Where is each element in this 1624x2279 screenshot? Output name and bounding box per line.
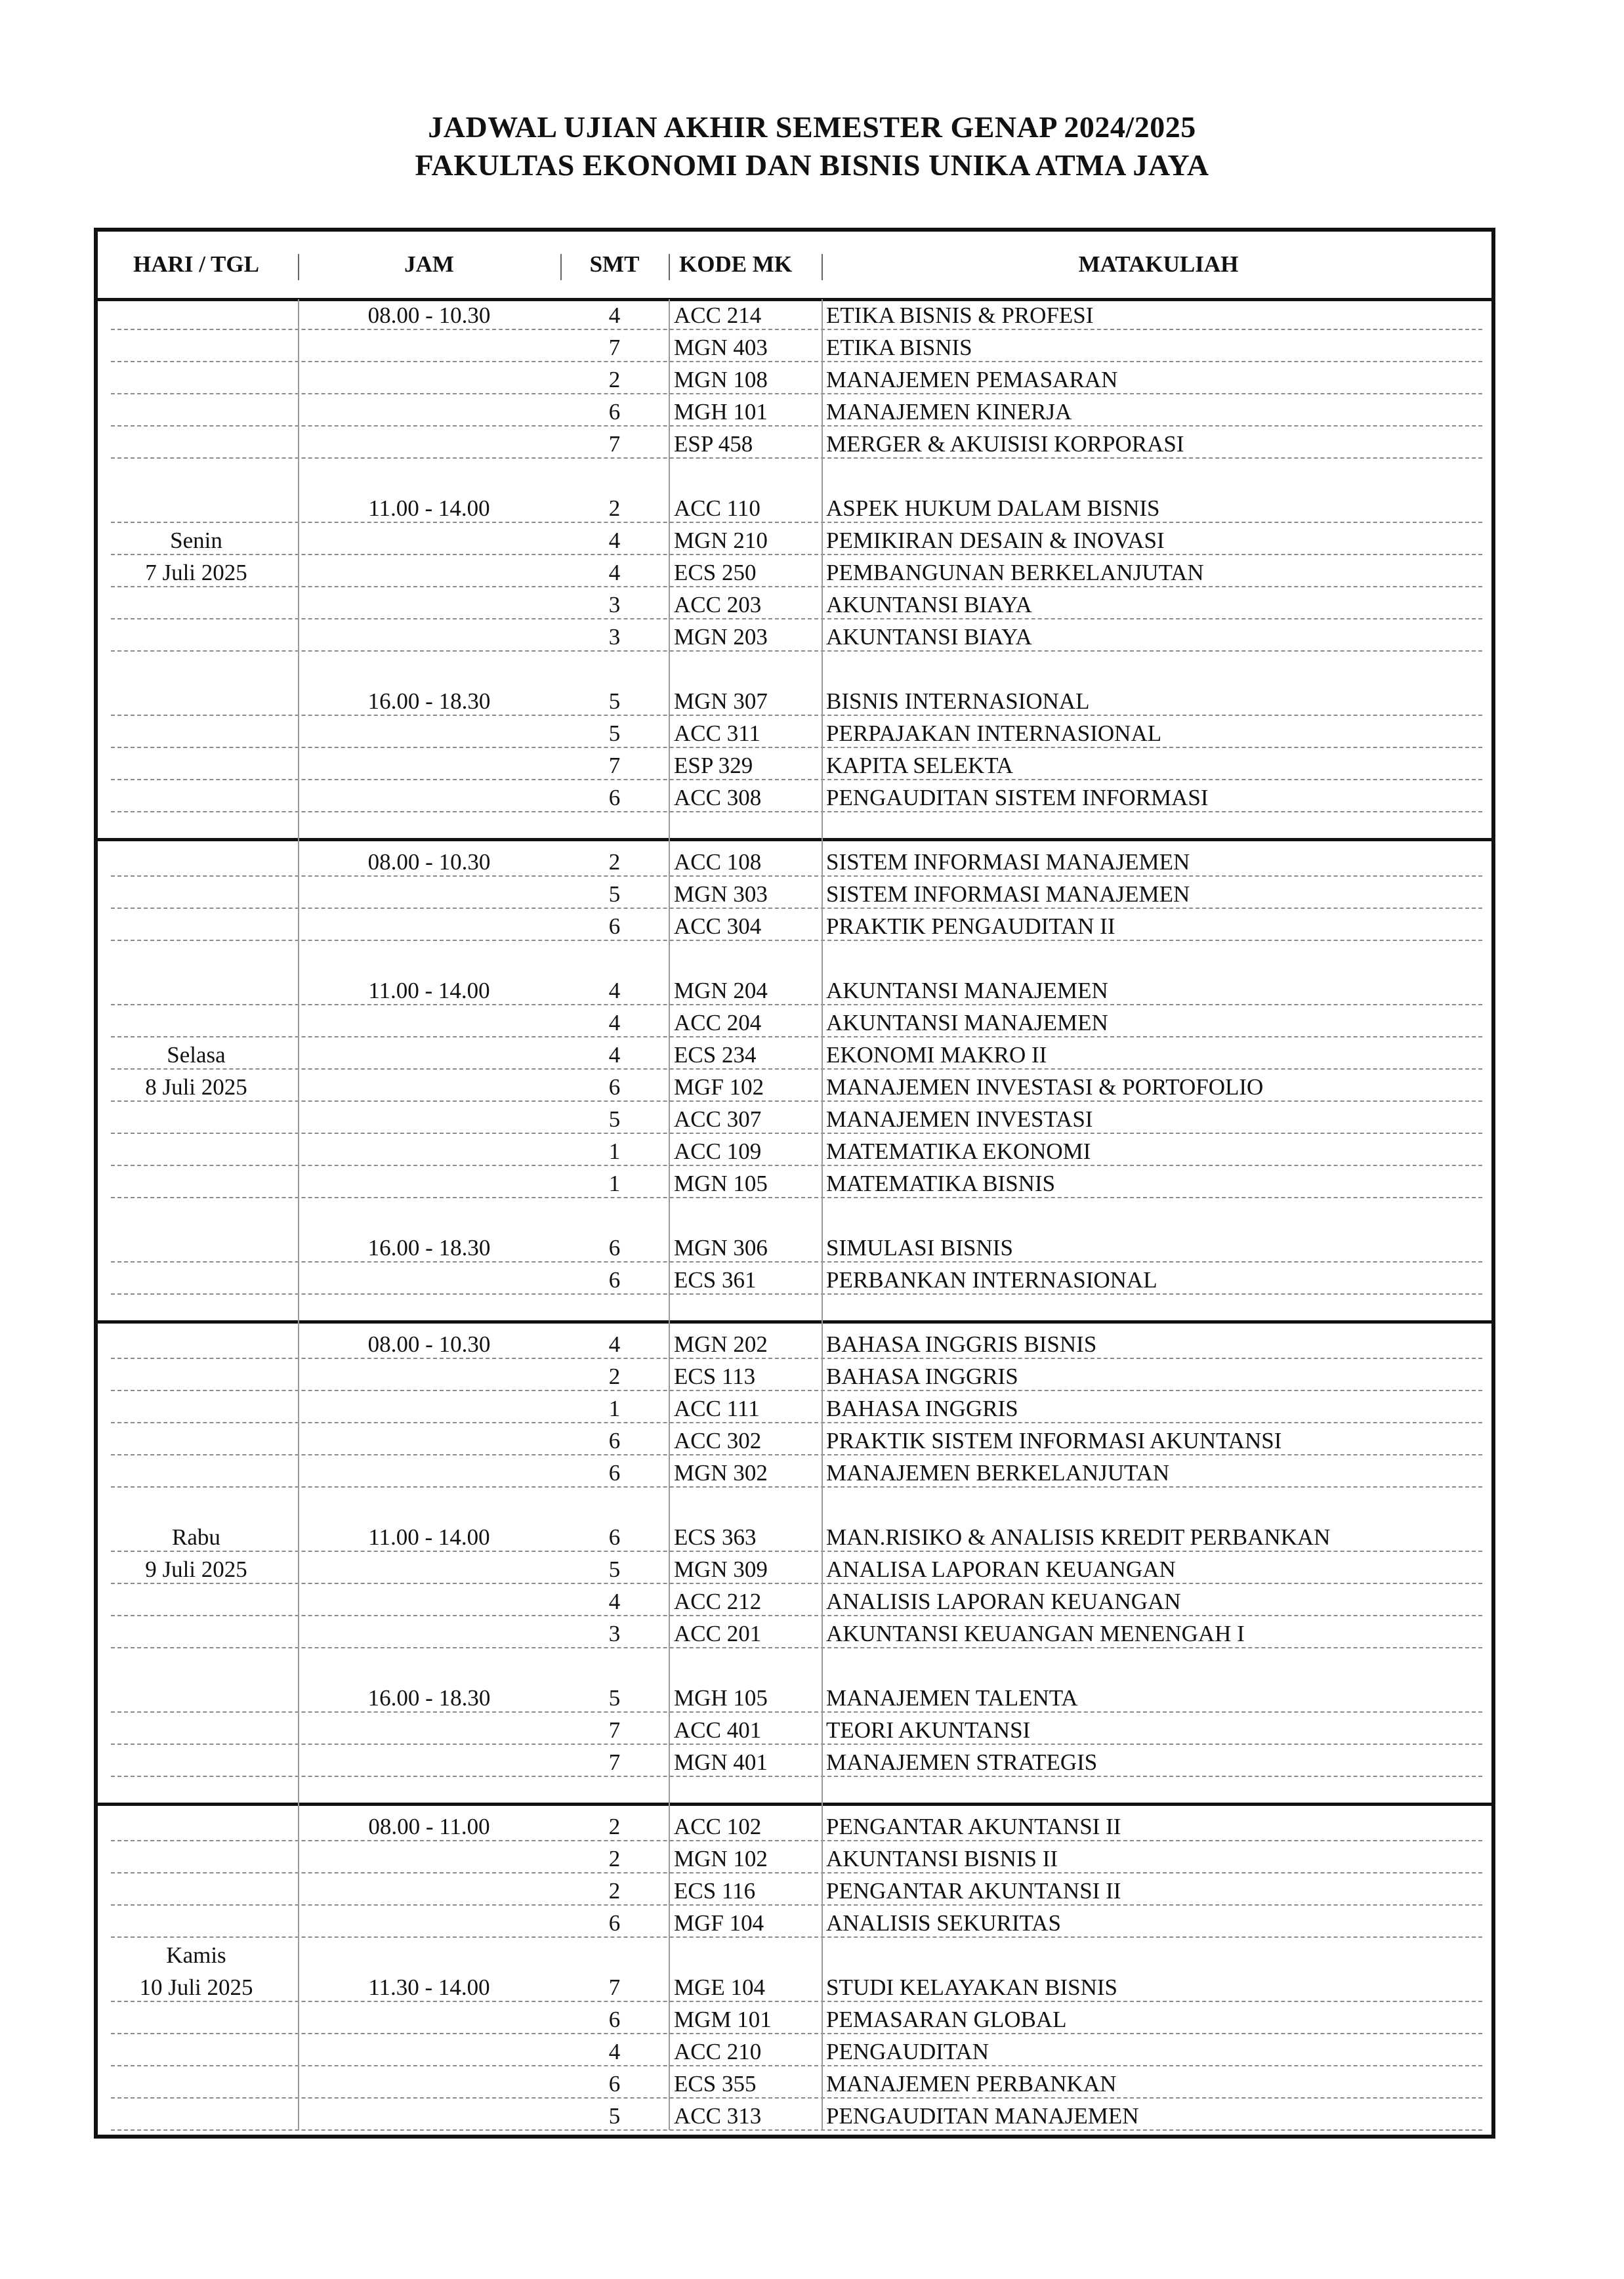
cell-matakuliah: PRAKTIK PENGAUDITAN II xyxy=(826,913,1115,939)
row-divider xyxy=(111,811,1482,812)
cell-kode-mk: MGN 105 xyxy=(674,1171,768,1196)
row-divider xyxy=(111,1551,1482,1552)
row-divider xyxy=(111,2001,1482,2002)
row-divider xyxy=(111,2097,1482,2099)
cell-kode-mk: ECS 250 xyxy=(674,560,757,585)
cell-matakuliah: PEMBANGUNAN BERKELANJUTAN xyxy=(826,560,1204,585)
cell-smt: 6 xyxy=(608,2007,621,2032)
row-divider xyxy=(111,1100,1482,1102)
cell-matakuliah: KAPITA SELEKTA xyxy=(826,753,1014,778)
cell-matakuliah: MATEMATIKA BISNIS xyxy=(826,1171,1056,1196)
cell-kode-mk: ECS 355 xyxy=(674,2071,757,2097)
cell-kode-mk: ACC 201 xyxy=(674,1621,762,1646)
cell-kode-mk: ECS 234 xyxy=(674,1042,757,1068)
row-divider xyxy=(111,1068,1482,1070)
cell-matakuliah: ASPEK HUKUM DALAM BISNIS xyxy=(826,495,1160,521)
cell-smt: 3 xyxy=(608,624,621,650)
cell-smt: 7 xyxy=(608,1749,621,1775)
cell-kode-mk: MGN 303 xyxy=(674,881,768,907)
cell-smt: 7 xyxy=(608,431,621,457)
row-divider xyxy=(111,715,1482,716)
cell-smt: 1 xyxy=(608,1171,621,1196)
cell-jam: 11.00 - 14.00 xyxy=(368,1524,490,1550)
cell-kode-mk: ACC 311 xyxy=(674,721,760,746)
row-divider xyxy=(111,1197,1482,1198)
cell-matakuliah: PENGANTAR AKUNTANSI II xyxy=(826,1814,1121,1839)
document-title xyxy=(0,108,1624,184)
cell-hari: Senin xyxy=(170,528,222,553)
cell-smt: 7 xyxy=(608,753,621,778)
row-divider xyxy=(111,650,1482,652)
header-jam: JAM xyxy=(404,251,454,277)
row-divider xyxy=(111,586,1482,587)
cell-kode-mk: ACC 210 xyxy=(674,2039,762,2064)
row-divider xyxy=(111,1454,1482,1455)
row-divider xyxy=(111,618,1482,619)
cell-tanggal: 7 Juli 2025 xyxy=(145,560,247,585)
cell-smt: 4 xyxy=(608,978,621,1003)
cell-smt: 6 xyxy=(608,913,621,939)
cell-smt: 2 xyxy=(608,495,621,521)
cell-jam: 11.00 - 14.00 xyxy=(368,978,490,1003)
cell-kode-mk: ACC 110 xyxy=(674,495,760,521)
cell-kode-mk: MGN 302 xyxy=(674,1460,768,1486)
cell-kode-mk: ACC 308 xyxy=(674,785,762,810)
cell-matakuliah: ANALISA LAPORAN KEUANGAN xyxy=(826,1557,1176,1582)
cell-smt: 4 xyxy=(608,1010,621,1035)
cell-matakuliah: SISTEM INFORMASI MANAJEMEN xyxy=(826,849,1190,875)
cell-matakuliah: PENGAUDITAN MANAJEMEN xyxy=(826,2103,1139,2129)
cell-smt: 6 xyxy=(608,399,621,425)
row-divider xyxy=(111,1615,1482,1616)
row-divider xyxy=(111,1711,1482,1713)
cell-kode-mk: MGN 202 xyxy=(674,1331,768,1357)
row-divider xyxy=(111,875,1482,877)
cell-smt: 2 xyxy=(608,1814,621,1839)
cell-matakuliah: MANAJEMEN TALENTA xyxy=(826,1685,1078,1711)
row-divider xyxy=(111,1358,1482,1359)
cell-tanggal: 10 Juli 2025 xyxy=(139,1975,253,2000)
row-divider xyxy=(111,1583,1482,1584)
cell-matakuliah: AKUNTANSI BIAYA xyxy=(826,624,1032,650)
row-divider xyxy=(111,1004,1482,1005)
cell-smt: 1 xyxy=(608,1396,621,1421)
cell-kode-mk: ECS 113 xyxy=(674,1364,756,1389)
cell-matakuliah: AKUNTANSI KEUANGAN MENENGAH I xyxy=(826,1621,1245,1646)
cell-kode-mk: ACC 204 xyxy=(674,1010,762,1035)
cell-smt: 5 xyxy=(608,688,621,714)
cell-tanggal: 8 Juli 2025 xyxy=(145,1074,247,1100)
cell-smt: 6 xyxy=(608,1428,621,1453)
cell-smt: 4 xyxy=(608,1331,621,1357)
cell-smt: 5 xyxy=(608,721,621,746)
row-divider xyxy=(111,1872,1482,1873)
row-divider xyxy=(111,1422,1482,1423)
header-kode-mk: KODE MK xyxy=(679,251,793,277)
cell-matakuliah: STUDI KELAYAKAN BISNIS xyxy=(826,1975,1118,2000)
cell-kode-mk: MGN 403 xyxy=(674,335,768,360)
cell-matakuliah: SIMULASI BISNIS xyxy=(826,1235,1013,1261)
row-divider xyxy=(111,1647,1482,1648)
row-divider xyxy=(111,1486,1482,1488)
row-divider xyxy=(111,554,1482,555)
column-divider xyxy=(822,299,823,2130)
cell-kode-mk: ACC 203 xyxy=(674,592,762,617)
cell-smt: 6 xyxy=(608,1267,621,1293)
cell-hari: Rabu xyxy=(172,1524,220,1550)
cell-matakuliah: MANAJEMEN PEMASARAN xyxy=(826,367,1118,392)
cell-smt: 7 xyxy=(608,335,621,360)
row-divider xyxy=(111,747,1482,748)
cell-hari: Selasa xyxy=(167,1042,226,1068)
row-divider xyxy=(111,1165,1482,1166)
row-divider xyxy=(111,425,1482,427)
cell-tanggal: 9 Juli 2025 xyxy=(145,1557,247,1582)
row-divider xyxy=(111,393,1482,394)
cell-matakuliah: PENGAUDITAN xyxy=(826,2039,989,2064)
cell-kode-mk: MGE 104 xyxy=(674,1975,766,2000)
cell-kode-mk: ACC 109 xyxy=(674,1139,762,1164)
header-hari-tgl: HARI / TGL xyxy=(133,251,259,277)
cell-smt: 6 xyxy=(608,785,621,810)
header-smt: SMT xyxy=(589,251,640,277)
cell-smt: 4 xyxy=(608,1042,621,1068)
cell-matakuliah: MERGER & AKUISISI KORPORASI xyxy=(826,431,1184,457)
cell-matakuliah: TEORI AKUNTANSI xyxy=(826,1717,1031,1743)
row-divider xyxy=(111,908,1482,909)
cell-kode-mk: MGN 401 xyxy=(674,1749,768,1775)
cell-smt: 6 xyxy=(608,1460,621,1486)
cell-kode-mk: ACC 307 xyxy=(674,1106,762,1132)
cell-kode-mk: MGN 108 xyxy=(674,367,768,392)
cell-kode-mk: ECS 361 xyxy=(674,1267,757,1293)
cell-smt: 2 xyxy=(608,1878,621,1904)
row-divider xyxy=(111,457,1482,459)
cell-smt: 2 xyxy=(608,1364,621,1389)
cell-smt: 4 xyxy=(608,303,621,328)
cell-smt: 1 xyxy=(608,1139,621,1164)
cell-smt: 6 xyxy=(608,1235,621,1261)
cell-smt: 5 xyxy=(608,1557,621,1582)
header-matakuliah: MATAKULIAH xyxy=(1078,251,1239,277)
cell-smt: 3 xyxy=(608,1621,621,1646)
row-divider xyxy=(111,1744,1482,1745)
cell-matakuliah: PRAKTIK SISTEM INFORMASI AKUNTANSI xyxy=(826,1428,1282,1453)
row-divider xyxy=(111,522,1482,523)
row-divider xyxy=(111,1036,1482,1037)
cell-smt: 2 xyxy=(608,1846,621,1871)
cell-smt: 6 xyxy=(608,1910,621,1936)
cell-matakuliah: MANAJEMEN PERBANKAN xyxy=(826,2071,1117,2097)
row-divider xyxy=(111,2065,1482,2066)
table-header xyxy=(98,232,1491,301)
cell-matakuliah: PERBANKAN INTERNASIONAL xyxy=(826,1267,1157,1293)
cell-kode-mk: MGN 102 xyxy=(674,1846,768,1871)
cell-smt: 5 xyxy=(608,1685,621,1711)
cell-matakuliah: MANAJEMEN INVESTASI & PORTOFOLIO xyxy=(826,1074,1264,1100)
cell-matakuliah: MANAJEMEN STRATEGIS xyxy=(826,1749,1098,1775)
cell-kode-mk: MGN 309 xyxy=(674,1557,768,1582)
cell-kode-mk: ACC 111 xyxy=(674,1396,760,1421)
row-divider xyxy=(111,1390,1482,1391)
cell-matakuliah: PENGAUDITAN SISTEM INFORMASI xyxy=(826,785,1209,810)
cell-jam: 16.00 - 18.30 xyxy=(367,1235,491,1261)
cell-kode-mk: ECS 363 xyxy=(674,1524,757,1550)
cell-matakuliah: PEMASARAN GLOBAL xyxy=(826,2007,1067,2032)
row-divider xyxy=(111,1776,1482,1777)
cell-kode-mk: ACC 401 xyxy=(674,1717,762,1743)
cell-matakuliah: SISTEM INFORMASI MANAJEMEN xyxy=(826,881,1190,907)
cell-kode-mk: ACC 102 xyxy=(674,1814,762,1839)
column-divider xyxy=(298,299,299,2130)
cell-matakuliah: MANAJEMEN BERKELANJUTAN xyxy=(826,1460,1170,1486)
cell-kode-mk: ACC 212 xyxy=(674,1589,762,1614)
row-divider xyxy=(111,779,1482,780)
cell-smt: 4 xyxy=(608,2039,621,2064)
cell-kode-mk: ESP 329 xyxy=(674,753,753,778)
cell-matakuliah: AKUNTANSI BIAYA xyxy=(826,592,1032,617)
cell-kode-mk: MGN 203 xyxy=(674,624,768,650)
cell-smt: 5 xyxy=(608,1106,621,1132)
cell-kode-mk: ACC 304 xyxy=(674,913,762,939)
cell-matakuliah: BAHASA INGGRIS xyxy=(826,1396,1018,1421)
cell-hari: Kamis xyxy=(166,1942,226,1968)
cell-smt: 4 xyxy=(608,560,621,585)
cell-jam: 16.00 - 18.30 xyxy=(367,1685,491,1711)
cell-kode-mk: ESP 458 xyxy=(674,431,753,457)
cell-matakuliah: PERPAJAKAN INTERNASIONAL xyxy=(826,721,1162,746)
cell-kode-mk: ECS 116 xyxy=(674,1878,756,1904)
cell-matakuliah: BAHASA INGGRIS xyxy=(826,1364,1018,1389)
row-divider xyxy=(111,1904,1482,1906)
cell-smt: 6 xyxy=(608,2071,621,2097)
cell-smt: 3 xyxy=(608,592,621,617)
cell-kode-mk: MGM 101 xyxy=(674,2007,772,2032)
cell-matakuliah: ANALISIS SEKURITAS xyxy=(826,1910,1061,1936)
cell-kode-mk: MGN 306 xyxy=(674,1235,768,1261)
cell-kode-mk: MGN 204 xyxy=(674,978,768,1003)
cell-kode-mk: ACC 302 xyxy=(674,1428,762,1453)
cell-matakuliah: ETIKA BISNIS xyxy=(826,335,972,360)
cell-matakuliah: MANAJEMEN INVESTASI xyxy=(826,1106,1093,1132)
cell-kode-mk: MGN 210 xyxy=(674,528,768,553)
cell-smt: 2 xyxy=(608,849,621,875)
cell-kode-mk: MGF 104 xyxy=(674,1910,764,1936)
cell-matakuliah: AKUNTANSI MANAJEMEN xyxy=(826,978,1108,1003)
cell-matakuliah: BISNIS INTERNASIONAL xyxy=(826,688,1090,714)
cell-matakuliah: AKUNTANSI MANAJEMEN xyxy=(826,1010,1108,1035)
cell-smt: 6 xyxy=(608,1074,621,1100)
cell-kode-mk: MGH 101 xyxy=(674,399,768,425)
title-line-2: FAKULTAS EKONOMI DAN BISNIS UNIKA ATMA JAYA xyxy=(415,148,1209,182)
cell-kode-mk: MGN 307 xyxy=(674,688,768,714)
cell-matakuliah: ETIKA BISNIS & PROFESI xyxy=(826,303,1094,328)
column-divider xyxy=(669,299,670,2130)
cell-kode-mk: MGH 105 xyxy=(674,1685,768,1711)
row-divider xyxy=(111,1133,1482,1134)
cell-smt: 4 xyxy=(608,1589,621,1614)
row-divider xyxy=(111,1936,1482,1938)
cell-matakuliah: EKONOMI MAKRO II xyxy=(826,1042,1047,1068)
row-divider xyxy=(111,940,1482,941)
cell-matakuliah: AKUNTANSI BISNIS II xyxy=(826,1846,1058,1871)
cell-jam: 11.00 - 14.00 xyxy=(368,495,490,521)
title-line-1: JADWAL UJIAN AKHIR SEMESTER GENAP 2024/2025 xyxy=(428,110,1196,144)
cell-smt: 7 xyxy=(608,1975,621,2000)
exam-schedule-table xyxy=(94,228,1495,2139)
cell-matakuliah: BAHASA INGGRIS BISNIS xyxy=(826,1331,1097,1357)
cell-smt: 6 xyxy=(608,1524,621,1550)
cell-matakuliah: MAN.RISIKO & ANALISIS KREDIT PERBANKAN xyxy=(826,1524,1331,1550)
row-divider xyxy=(111,361,1482,362)
cell-kode-mk: ACC 108 xyxy=(674,849,762,875)
row-divider xyxy=(111,1293,1482,1295)
row-divider xyxy=(111,1840,1482,1841)
row-divider xyxy=(111,2129,1482,2131)
cell-matakuliah: MANAJEMEN KINERJA xyxy=(826,399,1072,425)
header-divider xyxy=(669,254,670,280)
row-divider xyxy=(111,2033,1482,2034)
cell-jam: 11.30 - 14.00 xyxy=(368,1975,490,2000)
cell-kode-mk: MGF 102 xyxy=(674,1074,764,1100)
cell-jam: 16.00 - 18.30 xyxy=(367,688,491,714)
row-divider xyxy=(111,1261,1482,1263)
cell-smt: 5 xyxy=(608,2103,621,2129)
cell-smt: 2 xyxy=(608,367,621,392)
cell-smt: 5 xyxy=(608,881,621,907)
cell-jam: 08.00 - 10.30 xyxy=(367,849,491,875)
cell-matakuliah: MATEMATIKA EKONOMI xyxy=(826,1139,1091,1164)
cell-jam: 08.00 - 11.00 xyxy=(368,1814,490,1839)
cell-matakuliah: PEMIKIRAN DESAIN & INOVASI xyxy=(826,528,1165,553)
cell-kode-mk: ACC 313 xyxy=(674,2103,762,2129)
cell-matakuliah: PENGANTAR AKUNTANSI II xyxy=(826,1878,1121,1904)
cell-matakuliah: ANALISIS LAPORAN KEUANGAN xyxy=(826,1589,1181,1614)
cell-jam: 08.00 - 10.30 xyxy=(367,303,491,328)
cell-jam: 08.00 - 10.30 xyxy=(367,1331,491,1357)
cell-kode-mk: ACC 214 xyxy=(674,303,762,328)
cell-smt: 7 xyxy=(608,1717,621,1743)
row-divider xyxy=(111,329,1482,330)
cell-smt: 4 xyxy=(608,528,621,553)
